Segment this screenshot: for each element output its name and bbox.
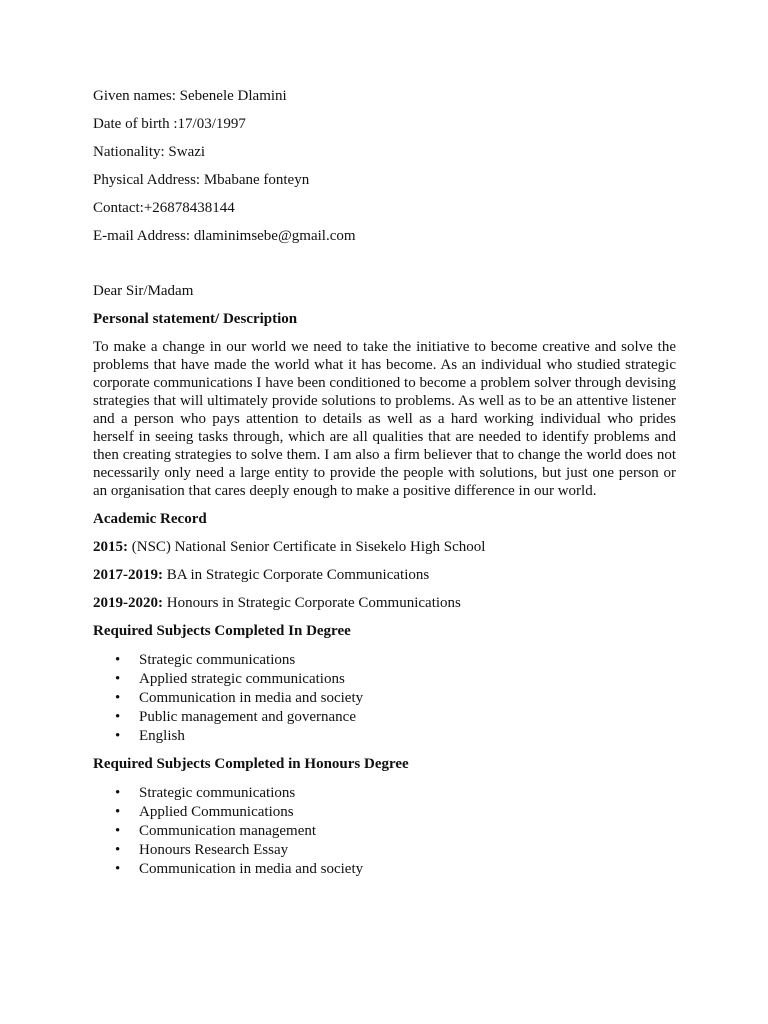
list-item: • Applied strategic communications [115,671,345,687]
list-item: • English [115,728,185,744]
bullet-icon: • [115,690,121,706]
academic-record-year: 2019-2020: [93,595,163,611]
physical-address: Physical Address: Mbabane fonteyn [93,172,310,188]
salutation: Dear Sir/Madam [93,283,194,299]
academic-heading: Academic Record [93,511,207,527]
nationality: Nationality: Swazi [93,144,206,160]
bullet-icon: • [115,804,121,820]
list-item: • Strategic communications [115,652,296,668]
list-item: • Communication in media and society [115,861,364,877]
list-item: • Public management and governance [115,709,357,725]
bullet-icon: • [115,671,121,687]
list-item: • Communication management [115,823,317,839]
academic-record-text: BA in Strategic Corporate Communications [163,567,430,583]
statement-heading: Personal statement/ Description [93,311,298,327]
bullet-icon: • [115,861,121,877]
bullet-icon: • [115,842,121,858]
contact-number: Contact:+26878438144 [93,200,235,216]
bullet-icon: • [115,728,121,744]
list-item: • Honours Research Essay [115,842,289,858]
statement-body: To make a change in our world we need to take the initiative to become creative and solve the problems that have made the world what it has become. As an individual who studied strategic corporate communications I have been conditioned to become a problem solver through devising strategies that will ultimately provide solutions to problems. As well as to be an attentive listener and a person who pays attention to details as well as a hard working individual who prides herself in seeing tasks through, which are all qualities that are needed to identify problems and then creating strategies to solve them. I am also a firm believer that to change the world does not necessarily only need a large entity to provide the people with solutions, but just one person or an organisation that cares deeply enough to make a positive difference in our world. [93,339,676,499]
bullet-icon: • [115,785,121,801]
document-page [93,87,676,879]
academic-record [93,594,676,613]
bullet-icon: • [115,823,121,839]
bullet-icon: • [115,709,121,725]
degree-subjects-list [93,651,676,746]
given-names: Given names: Sebenele Dlamini [93,88,287,104]
list-item: • Strategic communications [115,785,296,801]
academic-record [93,566,676,585]
academic-record-year: 2015: [93,539,128,555]
honours-subjects-list [93,784,676,879]
list-item: • Applied Communications [115,804,294,820]
academic-record-text: (NSC) National Senior Certificate in Sisekelo High School [128,539,486,555]
academic-record [93,538,676,557]
list-item: • Communication in media and society [115,690,364,706]
bullet-icon: • [115,652,121,668]
academic-record-text: Honours in Strategic Corporate Communications [163,595,461,611]
honours-subjects-heading: Required Subjects Completed in Honours Degree [93,756,409,772]
email-address: E-mail Address: dlaminimsebe@gmail.com [93,228,356,244]
date-of-birth: Date of birth :17/03/1997 [93,116,246,132]
degree-subjects-heading: Required Subjects Completed In Degree [93,623,351,639]
academic-record-year: 2017-2019: [93,567,163,583]
